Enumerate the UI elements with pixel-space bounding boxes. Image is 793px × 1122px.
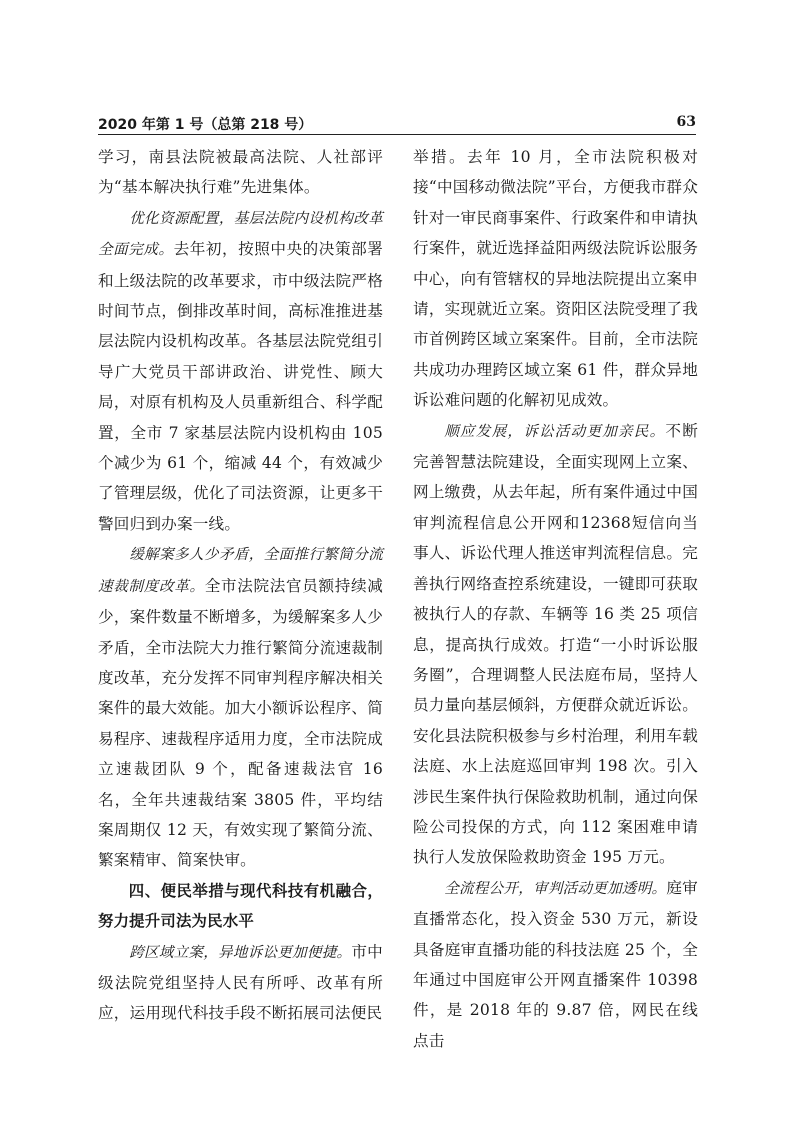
left-column <box>98 142 383 1029</box>
paragraph <box>413 873 698 1056</box>
paragraph <box>98 539 383 875</box>
paragraph <box>98 937 383 1029</box>
paragraph: 学习，南县法院被最高法院、人社部评为“基本解决执行难”先进集体。 <box>98 148 383 197</box>
paragraph-lead: 优化资源配置，基层法院内设机构改革全面完成。 <box>98 209 383 259</box>
page-number: 63 <box>676 114 696 130</box>
section-heading: 四、便民举措与现代科技有机融合，努力提升司法为民水平 <box>98 881 383 931</box>
paragraph-lead: 缓解案多人少矛盾，全面推行繁简分流速裁制度改革。 <box>98 546 383 595</box>
paragraph-body: 全市法院法官员额持续减少，案件数量不断增多，为缓解案多人少矛盾，全市法院大力推行繁简分流速裁制度改革，充分发挥不同审判程序解决相关案件的最大效能。加大小额诉讼程序、简易程序、速裁程序适用力度，全市法院成立速裁团队 9 个，配备速裁法官 16 名，全年共速裁结案 3805 件，平均结案周期仅 12 天，有效实现了繁简分流、繁案精审、简案快审。 <box>98 576 383 870</box>
paragraph-body: 庭审直播常态化，投入资金 530 万元，新设具备庭审直播功能的科技法庭 25 个，全年通过中国庭审公开网直播案件 10398 件，是 2018 年的 9.87 倍，网民在线点击 <box>413 878 698 1050</box>
paragraph <box>98 203 383 539</box>
paragraph-body: 市中级法院党组坚持人民有所呼、改革有所应，运用现代科技手段不断拓展司法便民 <box>98 942 383 1023</box>
right-column <box>413 142 698 1056</box>
page-header <box>98 112 696 135</box>
paragraph-body: 去年初，按照中央的决策部署和上级法院的改革要求，市中级法院严格时间节点，倒排改革时间，高标准推进基层法院内设机构改革。各基层法院党组引导广大党员干部讲政治、讲党性、顾大局，对原有机构及人员重新组合、科学配置，全市 7 家基层法院内设机构由 105 个减少为 61 个，缩减 44 个，有效减少了管理层级，优化了司法资源，让更多干警回归到办案一线。 <box>98 240 383 533</box>
paragraph-body: 不断完善智慧法院建设，全面实现网上立案、网上缴费，从去年起，所有案件通过中国审判流程信息公开网和12368短信向当事人、诉讼代理人推送审判流程信息。完善执行网络查控系统建设，一键即可获取被执行人的存款、车辆等 16 类 25 项信息，提高执行成效。打造“一小时诉讼服务圈”，合理调整人民法庭布局，坚持人员力量向基层倾斜，方便群众就近诉讼。安化县法院积极参与乡村治理，利用车载法庭、水上法庭巡回审判 198 次。引入涉民生案件执行保险救助机制，通过向保险公司投保的方式，向 112 案困难申请执行人发放保险救助资金 195 万元。 <box>413 421 698 867</box>
paragraph-lead: 全流程公开，审判活动更加透明。 <box>444 879 667 897</box>
paragraph-lead: 跨区域立案，异地诉讼更加便捷。 <box>129 943 352 961</box>
paragraph-lead: 顺应发展，诉讼活动更加亲民。 <box>444 422 666 440</box>
paragraph <box>413 416 698 873</box>
issue-label: 2020 年第 1 号（总第 218 号） <box>98 117 313 133</box>
paragraph: 举措。去年 10 月，全市法院积极对接“中国移动微法院”平台，方便我市群众针对一审民商事案件、行政案件和申请执行案件，就近选择益阳两级法院诉讼服务中心，向有管辖权的异地法院提出立案申请，实现就近立案。资阳区法院受理了我市首例跨区域立案案件。目前，全市法院共成功办理跨区域立案 61 件，群众异地诉讼难问题的化解初见成效。 <box>413 148 698 410</box>
